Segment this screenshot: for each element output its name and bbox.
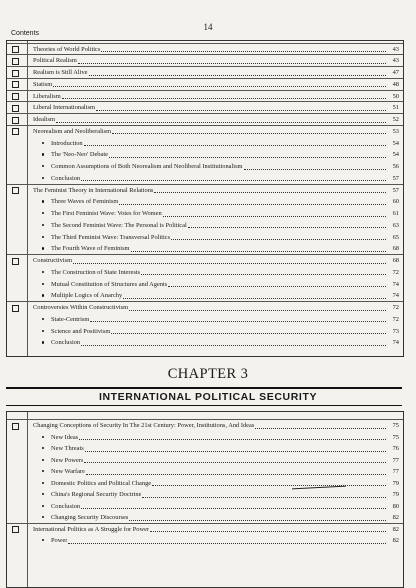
toc-entry: [7, 314, 403, 325]
dot-leader: [85, 451, 386, 452]
checkbox-icon: [12, 305, 19, 312]
toc-entry-title: Liberalism: [33, 92, 61, 100]
toc-entry-page: 77: [392, 456, 399, 464]
toc-entry: [7, 161, 403, 172]
dot-leader: [78, 63, 386, 64]
toc-entry-page: 80: [392, 502, 399, 510]
toc-entry: [7, 149, 403, 160]
dot-leader: [101, 51, 386, 52]
toc-entry: [7, 138, 403, 149]
bullet-icon: [42, 165, 44, 167]
checkbox-icon: [12, 93, 19, 100]
toc-entry: [7, 501, 403, 512]
toc-entry: [7, 114, 403, 125]
toc-entry-page: 57: [392, 174, 399, 182]
toc-entry: [7, 279, 403, 290]
toc-entry-page: 43: [392, 57, 399, 65]
dot-leader: [53, 86, 386, 87]
dot-leader: [168, 286, 386, 287]
toc-entry: [7, 126, 403, 137]
dot-leader: [244, 169, 386, 170]
toc-table-part1: [6, 40, 404, 357]
toc-entry-page: 82: [392, 537, 399, 544]
dot-leader: [81, 508, 386, 509]
toc-entry-page: 68: [392, 245, 399, 253]
dot-leader: [123, 298, 386, 299]
toc-entry-page: 82: [392, 514, 399, 521]
toc-entry-page: 72: [392, 304, 399, 311]
toc-entry: [7, 255, 403, 266]
dot-leader: [79, 439, 386, 440]
bullet-icon: [42, 539, 44, 541]
bullet-icon: [42, 153, 44, 155]
toc-entry-page: 82: [392, 525, 399, 533]
bullet-icon: [42, 436, 44, 438]
toc-entry-title: The Fourth Wave of Feminism: [51, 245, 130, 253]
bullet-icon: [42, 200, 44, 202]
toc-entry-page: 75: [392, 422, 399, 429]
toc-entry-page: 61: [392, 210, 399, 217]
toc-entry: [7, 208, 403, 219]
toc-entry: [7, 337, 403, 348]
toc-entry-page: 74: [392, 292, 399, 300]
toc-entry: [7, 432, 403, 443]
toc-entry: [7, 243, 403, 254]
toc-entry-title: Three Waves of Feminism: [51, 198, 119, 206]
toc-entry-title: Power: [51, 537, 68, 544]
toc-entry-title: Conclusion: [51, 502, 81, 510]
toc-entry-page: 51: [392, 104, 399, 112]
toc-entry-page: 79: [392, 491, 399, 498]
bullet-icon: [42, 493, 44, 495]
toc-entry: [7, 196, 403, 207]
toc-entry-page: 43: [392, 45, 399, 53]
chapter-rule-bottom: [6, 405, 402, 406]
toc-entry-page: 74: [392, 280, 399, 288]
dot-leader: [90, 321, 386, 322]
toc-entry-title: Changing Security Discourses: [51, 514, 129, 521]
bullet-icon: [42, 247, 44, 249]
toc-entry-title: Science and Positivism: [51, 327, 111, 335]
bullet-icon: [42, 236, 44, 238]
toc-entry: [7, 232, 403, 243]
toc-entry-title: Neorealism and Neoliberalism: [33, 127, 112, 135]
toc-entry-title: State-Centrism: [51, 315, 90, 323]
toc-entry-title: Constructivism: [33, 257, 73, 264]
toc-entry-page: 68: [392, 257, 399, 264]
toc-table-part2: [6, 411, 404, 588]
dot-leader: [84, 462, 386, 463]
toc-entry-title: New Powers: [51, 456, 84, 464]
checkbox-icon: [12, 70, 19, 77]
toc-entry: [7, 102, 403, 113]
toc-entry-title: Domestic Politics and Political Change: [51, 479, 152, 487]
toc-entry-page: 52: [392, 116, 399, 123]
dot-leader: [84, 145, 386, 146]
toc-entry-title: Conclusion: [51, 174, 81, 182]
toc-entry-title: The Third Feminist Wave: Transversal Politics: [51, 233, 171, 241]
toc-entry: [7, 420, 403, 431]
dot-leader: [142, 497, 386, 498]
toc-entry-title: Controversies Within Constructivism: [33, 304, 129, 311]
dot-leader: [171, 239, 386, 240]
toc-entry-title: The 'Neo-Neo' Debate: [51, 151, 108, 159]
toc-entry-page: 56: [392, 163, 399, 170]
toc-entry-title: The First Feminist Wave: Votes for Women: [51, 210, 162, 217]
checkbox-icon: [12, 423, 19, 430]
toc-entry-page: 77: [392, 468, 399, 475]
toc-entry-title: Introduction: [51, 139, 83, 147]
toc-entry: [7, 91, 403, 102]
dot-leader: [111, 333, 386, 334]
dot-leader: [255, 428, 386, 429]
toc-entry-page: 76: [392, 445, 399, 452]
toc-entry-title: New Warfare: [51, 468, 85, 475]
toc-entry-page: 79: [392, 479, 399, 487]
toc-entry-title: Theories of World Politics: [33, 45, 101, 53]
bullet-icon: [42, 177, 44, 179]
dot-leader: [68, 543, 386, 544]
checkbox-icon: [12, 187, 19, 194]
toc-entry: [7, 267, 403, 278]
toc-entry: [7, 55, 403, 66]
bullet-icon: [42, 447, 44, 449]
dot-leader: [150, 531, 386, 532]
dot-leader: [141, 274, 386, 275]
toc-entry-title: Idealism: [33, 116, 56, 123]
toc-entry: [7, 443, 403, 454]
dot-leader: [56, 122, 386, 123]
checkbox-icon: [12, 128, 19, 135]
dot-leader: [154, 192, 386, 193]
chapter-title: INTERNATIONAL POLITICAL SECURITY: [98, 391, 318, 403]
bullet-icon: [42, 459, 44, 461]
toc-entry: [7, 67, 403, 78]
dot-leader: [62, 98, 386, 99]
checkbox-icon: [12, 81, 19, 88]
bullet-icon: [42, 470, 44, 472]
checkbox-icon: [12, 258, 19, 265]
toc-entry-page: 47: [392, 69, 399, 76]
toc-entry-page: 63: [392, 221, 399, 229]
dot-leader: [129, 310, 386, 311]
toc-entry-page: 72: [392, 315, 399, 323]
toc-entry-page: 74: [392, 339, 399, 347]
toc-entry: [7, 455, 403, 466]
toc-entry-title: New Threats: [51, 445, 84, 452]
toc-entry: [7, 466, 403, 477]
bullet-icon: [42, 516, 44, 518]
toc-entry-title: Statism: [33, 80, 53, 88]
toc-entry-page: 57: [392, 186, 399, 194]
bullet-icon: [42, 505, 44, 507]
dot-leader: [131, 251, 386, 252]
toc-entry-page: 53: [392, 127, 399, 135]
toc-entry-title: New Ideas: [51, 433, 79, 441]
page-number: 14: [203, 22, 213, 32]
toc-entry: [7, 185, 403, 196]
toc-entry: [7, 290, 403, 301]
checkbox-icon: [12, 105, 19, 112]
bullet-icon: [42, 224, 44, 226]
toc-entry-title: The Second Feminist Wave: The Personal is Political: [51, 221, 187, 229]
toc-entry-title: Political Realism: [33, 57, 77, 65]
dot-leader: [119, 204, 386, 205]
dot-leader: [96, 110, 386, 111]
toc-entry-title: Mutual Constitution of Structures and Agents: [51, 280, 168, 288]
toc-entry: [7, 478, 403, 489]
toc-entry-title: Conclusion: [51, 339, 81, 347]
toc-entry: [7, 220, 403, 231]
dot-leader: [81, 180, 386, 181]
toc-entry-title: Liberal Internationalism: [33, 104, 95, 112]
toc-entry: [7, 173, 403, 184]
dot-leader: [86, 474, 386, 475]
dot-leader: [152, 485, 386, 486]
bullet-icon: [42, 318, 44, 320]
bullet-icon: [42, 212, 44, 214]
toc-entry-title: Changing Conceptions of Security In The 21st Century: Power, Institutions, And Ideas: [33, 422, 255, 429]
checkbox-icon: [12, 526, 19, 533]
toc-entry-title: Common Assumptions of Both Neorealism and Neoliberal Institutionalism: [51, 163, 243, 170]
toc-entry-title: The Feminist Theory in International Relations: [33, 186, 154, 194]
toc-entry-page: 54: [392, 139, 399, 147]
checkbox-icon: [12, 46, 19, 53]
toc-entry: [7, 535, 403, 546]
bullet-icon: [42, 341, 44, 343]
dot-leader: [73, 263, 386, 264]
toc-entry: [7, 326, 403, 337]
toc-entry-title: The Construction of State Interests: [51, 268, 141, 276]
bullet-icon: [42, 283, 44, 285]
running-header-contents: Contents: [11, 30, 40, 37]
bullet-icon: [42, 330, 44, 332]
toc-entry: [7, 489, 403, 500]
toc-entry-title: International Politics as A Struggle for Power: [33, 525, 150, 533]
checkbox-icon: [12, 117, 19, 124]
toc-entry-page: 50: [392, 92, 399, 100]
dot-leader: [188, 227, 386, 228]
bullet-icon: [42, 142, 44, 144]
toc-entry: [7, 44, 403, 55]
dot-leader: [112, 133, 386, 134]
toc-entry-page: 73: [392, 327, 399, 335]
bullet-icon: [42, 294, 44, 296]
dot-leader: [89, 75, 386, 76]
toc-entry-title: Realism is Still Alive: [33, 69, 88, 76]
toc-entry-page: 65: [392, 233, 399, 241]
toc-entry-page: 60: [392, 198, 399, 206]
dot-leader: [109, 157, 386, 158]
chapter-rule-top: [6, 387, 402, 389]
chapter-label: CHAPTER 3: [167, 366, 249, 382]
toc-entry: [7, 524, 403, 535]
toc-entry-page: 48: [392, 80, 399, 88]
bullet-icon: [42, 482, 44, 484]
dot-leader: [163, 216, 386, 217]
toc-entry: [7, 302, 403, 313]
toc-entry-page: 54: [392, 151, 399, 159]
dot-leader: [81, 345, 386, 346]
dot-leader: [129, 520, 386, 521]
toc-entry-title: China's Regional Security Doctrine: [51, 491, 142, 498]
toc-entry-page: 72: [392, 268, 399, 276]
bullet-icon: [42, 271, 44, 273]
toc-entry-page: 75: [392, 433, 399, 441]
toc-entry-title: Multiple Logics of Anarchy: [51, 292, 123, 300]
toc-entry: [7, 512, 403, 523]
toc-entry: [7, 79, 403, 90]
checkbox-icon: [12, 58, 19, 65]
